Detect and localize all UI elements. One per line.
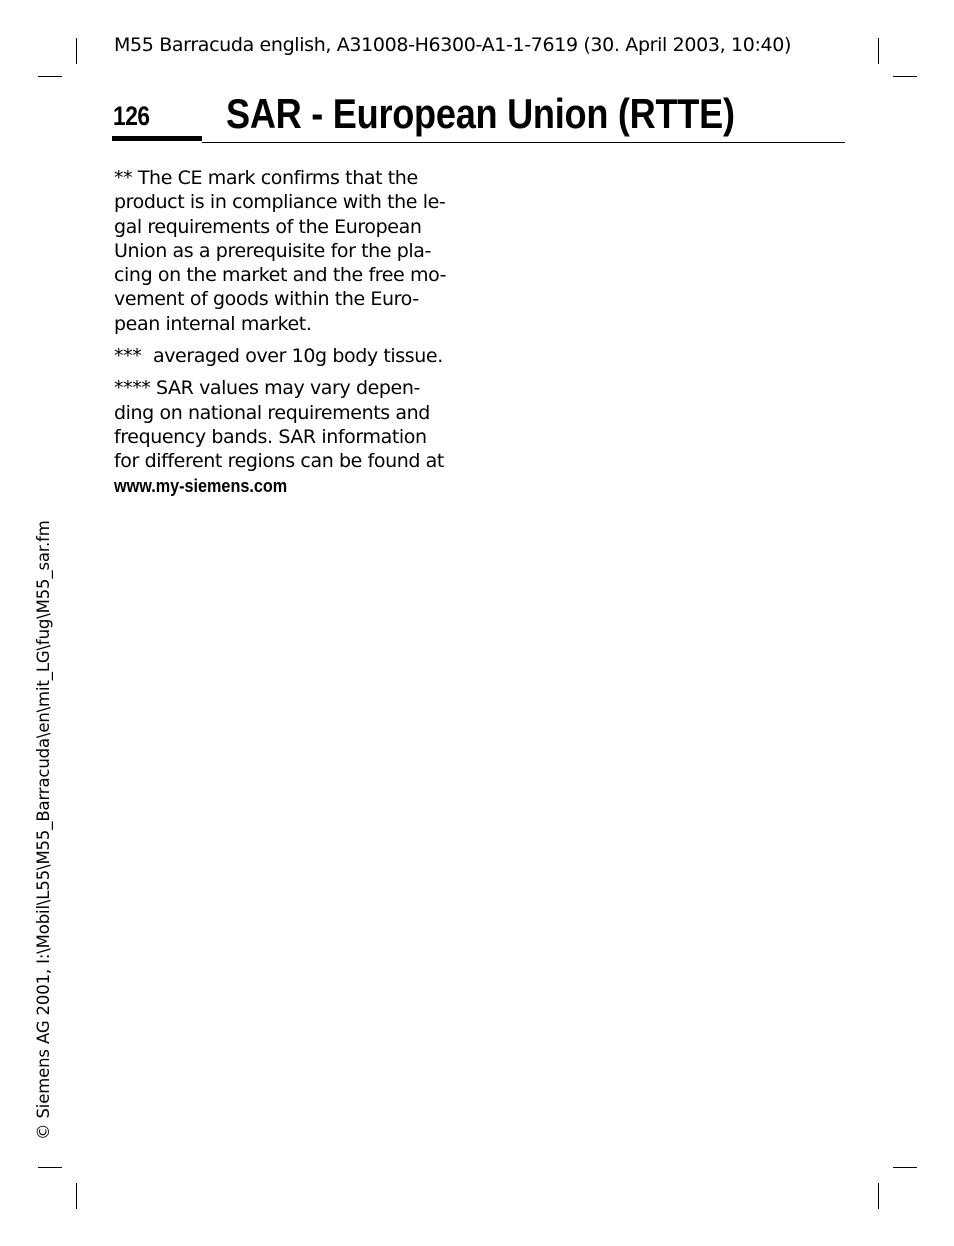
title-rule	[202, 142, 845, 143]
page-number: 126	[113, 101, 150, 131]
page-title: SAR - European Union (RTTE)	[226, 90, 735, 137]
footnote-line: vement of goods within the Euro-	[114, 288, 419, 311]
crop-mark-top-right-vertical	[878, 38, 879, 64]
footnote-line: ** The CE mark confirms that the	[114, 167, 418, 189]
crop-mark-bottom-right-vertical	[878, 1183, 879, 1209]
footnote-line: ding on national requirements and	[114, 401, 430, 424]
footnote-text: averaged over 10g body tissue.	[152, 345, 443, 368]
footnote-line: Union as a prerequisite for the pla-	[114, 239, 431, 262]
footnote-line: product is in compliance with the le-	[114, 191, 446, 214]
page-number-rule	[112, 136, 202, 141]
crop-mark-bottom-left-horizontal	[38, 1167, 62, 1168]
crop-mark-top-left-horizontal	[38, 76, 62, 77]
footnote-line: frequency bands. SAR information	[114, 425, 427, 448]
crop-mark-bottom-right-horizontal	[893, 1167, 917, 1168]
footnote-line	[114, 344, 464, 368]
footnote-line: for different regions can be found at	[114, 450, 444, 473]
footnote-line: pean internal market.	[114, 312, 312, 335]
crop-mark-top-right-horizontal	[893, 76, 917, 77]
footnote-line: cing on the market and the free mo-	[114, 264, 447, 287]
crop-mark-bottom-left-vertical	[76, 1183, 77, 1209]
file-path-note: © Siemens AG 2001, I:\Mobil\L55\M55_Barracuda\en\mit_LG\fug\M55_sar.fm	[34, 520, 53, 1140]
footnotes-column	[114, 166, 464, 506]
footnote-marker: ***	[114, 345, 142, 368]
siemens-website-link[interactable]: www.my-siemens.com	[114, 475, 288, 496]
document-header: M55 Barracuda english, A31008-H6300-A1-1-7619 (30. April 2003, 10:40)	[114, 34, 792, 56]
footnote-sar-values	[114, 376, 464, 497]
crop-mark-top-left-vertical	[76, 38, 77, 64]
footnote-body-tissue	[114, 344, 464, 368]
footnote-line: **** SAR values may vary depen-	[114, 377, 420, 400]
footnote-ce-mark	[114, 166, 464, 336]
footnote-line: gal requirements of the European	[114, 215, 422, 238]
